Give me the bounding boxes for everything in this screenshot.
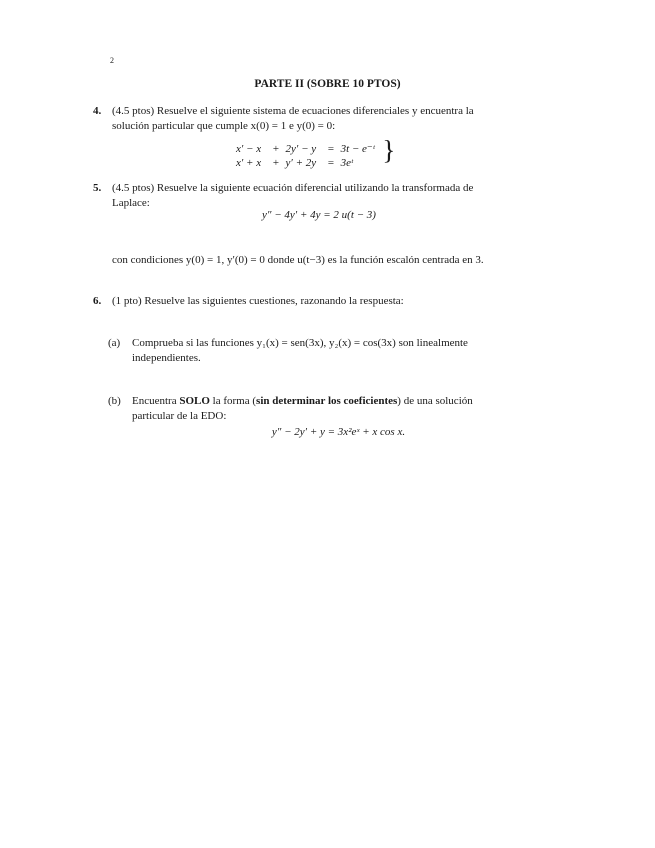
sys-r1-c4: =	[327, 143, 335, 156]
sys-r1-c1: x′ − x	[236, 143, 262, 156]
problem-6	[93, 294, 545, 309]
problem-5	[93, 181, 545, 211]
part-a-line1-row	[108, 336, 545, 351]
problem-6-number: 6.	[93, 295, 102, 307]
sys-r1-c5: 3t − e⁻ᵗ	[340, 143, 375, 156]
problem-5-text-line2: Laplace:	[112, 197, 150, 209]
part-b-line1-row	[108, 394, 545, 409]
part-a-label: (a)	[108, 337, 121, 349]
sys-r2-c2: +	[272, 157, 280, 170]
sys-r2-c3: y′ + 2y	[285, 157, 317, 170]
problem-5-number: 5.	[93, 182, 102, 194]
part-b-bold-solo: SOLO	[179, 395, 210, 407]
part-b-bold-coefficients: sin determinar los coeficientes	[256, 395, 398, 407]
system-row-2	[236, 156, 380, 170]
problem-5-equation: y″ − 4y′ + 4y = 2 u(t − 3)	[262, 209, 376, 221]
part-b-line1-b: la forma (	[209, 395, 257, 407]
page-number: 2	[110, 56, 114, 65]
problem-4-number: 4.	[93, 105, 102, 117]
part-a-line1: Comprueba si las funciones y₁(x) = sen(3x), y₂(x) = cos(3x) son linealmente	[132, 337, 468, 349]
problem-4-text-line1: (4.5 ptos) Resuelve el siguiente sistema de ecuaciones diferenciales y encuentra la	[112, 105, 474, 117]
system-right-brace: }	[382, 135, 396, 165]
problem-4-text-line2: solución particular que cumple x(0) = 1 e y(0) = 0:	[112, 120, 336, 132]
problem-4	[93, 104, 545, 134]
problem-6-part-b	[108, 394, 545, 424]
section-title: PARTE II (SOBRE 10 PTOS)	[254, 78, 401, 90]
problem-5-line1	[93, 181, 545, 196]
problem-4-system	[236, 137, 395, 170]
part-b-line1-c: ) de una solución	[397, 395, 473, 407]
sys-r2-c5: 3eᵗ	[340, 157, 353, 170]
problem-6-part-a	[108, 336, 545, 366]
problem-5-conditions: con condiciones y(0) = 1, y′(0) = 0 donde u(t−3) es la función escalón centrada en 3.	[112, 254, 484, 266]
part-b-equation: y″ − 2y′ + y = 3x²eˣ + x cos x.	[271, 426, 406, 438]
sys-r1-c3: 2y′ − y	[285, 143, 317, 156]
sys-r2-c1: x′ + x	[236, 157, 262, 170]
system-row-1	[236, 142, 380, 156]
part-a-line2: independientes.	[132, 352, 201, 364]
problem-4-line1	[93, 104, 545, 119]
part-b-label: (b)	[108, 395, 121, 407]
sys-r1-c2: +	[272, 143, 280, 156]
part-b-line2: particular de la EDO:	[132, 410, 227, 422]
problem-6-text: (1 pto) Resuelve las siguientes cuestiones, razonando la respuesta:	[112, 295, 404, 307]
problem-5-text-line1: (4.5 ptos) Resuelve la siguiente ecuación diferencial utilizando la transformada de	[112, 182, 474, 194]
sys-r2-c4: =	[327, 157, 335, 170]
part-b-line1-a: Encuentra	[132, 395, 180, 407]
